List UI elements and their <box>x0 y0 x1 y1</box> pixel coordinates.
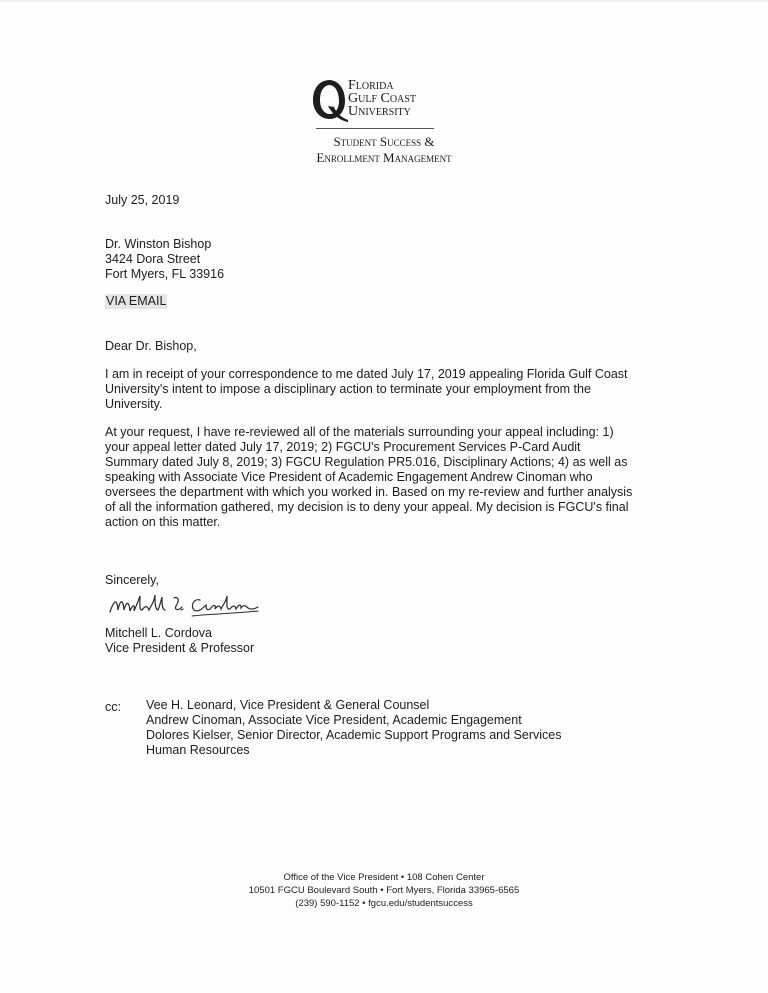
department-line: Enrollment Management <box>316 150 452 165</box>
cc-recipient: Andrew Cinoman, Associate Vice President, Academic Engagement <box>146 713 522 727</box>
paragraph-line: Summary dated July 8, 2019; 3) FGCU Regulation PR5.016, Disciplinary Actions; 4) as well as <box>105 455 628 469</box>
paragraph-1 <box>105 367 628 412</box>
recipient-city: Fort Myers, FL 33916 <box>105 267 225 281</box>
paragraph-line: At your request, I have re-reviewed all of the materials surrounding your appeal including: 1) <box>105 425 614 439</box>
salutation: Dear Dr. Bishop, <box>105 339 197 353</box>
paragraph-line: your appeal letter dated July 17, 2019; 2) FGCU's Procurement Services P-Card Audit <box>105 440 581 454</box>
signer-title: Vice President & Professor <box>105 641 255 655</box>
university-name <box>348 79 416 118</box>
paragraph-line: speaking with Associate Vice President of Academic Engagement Andrew Cinoman who <box>105 470 593 484</box>
letter-date: July 25, 2019 <box>105 193 180 207</box>
department-name <box>0 134 768 166</box>
cc-list <box>146 698 561 758</box>
paragraph-line: I am in receipt of your correspondence to me dated July 17, 2019 appealing Florida Gulf Coast <box>105 367 628 381</box>
cc-recipient: Vee H. Leonard, Vice President & General Counsel <box>146 698 430 712</box>
paragraph-line: of all the information gathered, my decision is to deny your appeal. My decision is FGCU's final <box>105 500 629 514</box>
footer-line: (239) 590-1152 • fgcu.edu/studentsuccess <box>295 898 473 909</box>
fgcu-q-logo-icon <box>310 76 350 124</box>
footer-line: 10501 FGCU Boulevard South • Fort Myers, Florida 33965-6565 <box>248 885 520 896</box>
cc-label: cc: <box>105 700 121 714</box>
delivery-method: VIA EMAIL <box>106 294 167 308</box>
paragraph-2 <box>105 425 632 530</box>
cc-recipient: Human Resources <box>146 743 250 757</box>
signer-block <box>105 626 254 656</box>
university-name-line: University <box>348 104 411 119</box>
recipient-address <box>105 237 224 282</box>
letterhead-divider <box>316 128 434 129</box>
paragraph-line: oversees the department with which you worked in. Based on my re-review and further analysis <box>105 485 633 499</box>
paragraph-line: University. <box>105 397 163 411</box>
footer-line: Office of the Vice President • 108 Cohen Center <box>283 872 485 883</box>
university-name-line: Florida <box>348 78 394 93</box>
signer-name: Mitchell L. Cordova <box>105 626 212 640</box>
scan-edge <box>0 0 768 2</box>
department-line: Student Success & <box>333 134 435 149</box>
paragraph-line: University's intent to impose a disciplinary action to terminate your employment from the <box>105 382 591 396</box>
recipient-name: Dr. Winston Bishop <box>105 237 212 251</box>
closing: Sincerely, <box>105 573 159 587</box>
university-logo <box>310 74 470 126</box>
paragraph-line: action on this matter. <box>105 515 221 529</box>
recipient-street: 3424 Dora Street <box>105 252 201 266</box>
university-name-line: Gulf Coast <box>348 91 416 106</box>
handwritten-signature-icon <box>108 590 268 624</box>
letter-footer <box>0 871 768 910</box>
cc-recipient: Dolores Kielser, Senior Director, Academic Support Programs and Services <box>146 728 562 742</box>
